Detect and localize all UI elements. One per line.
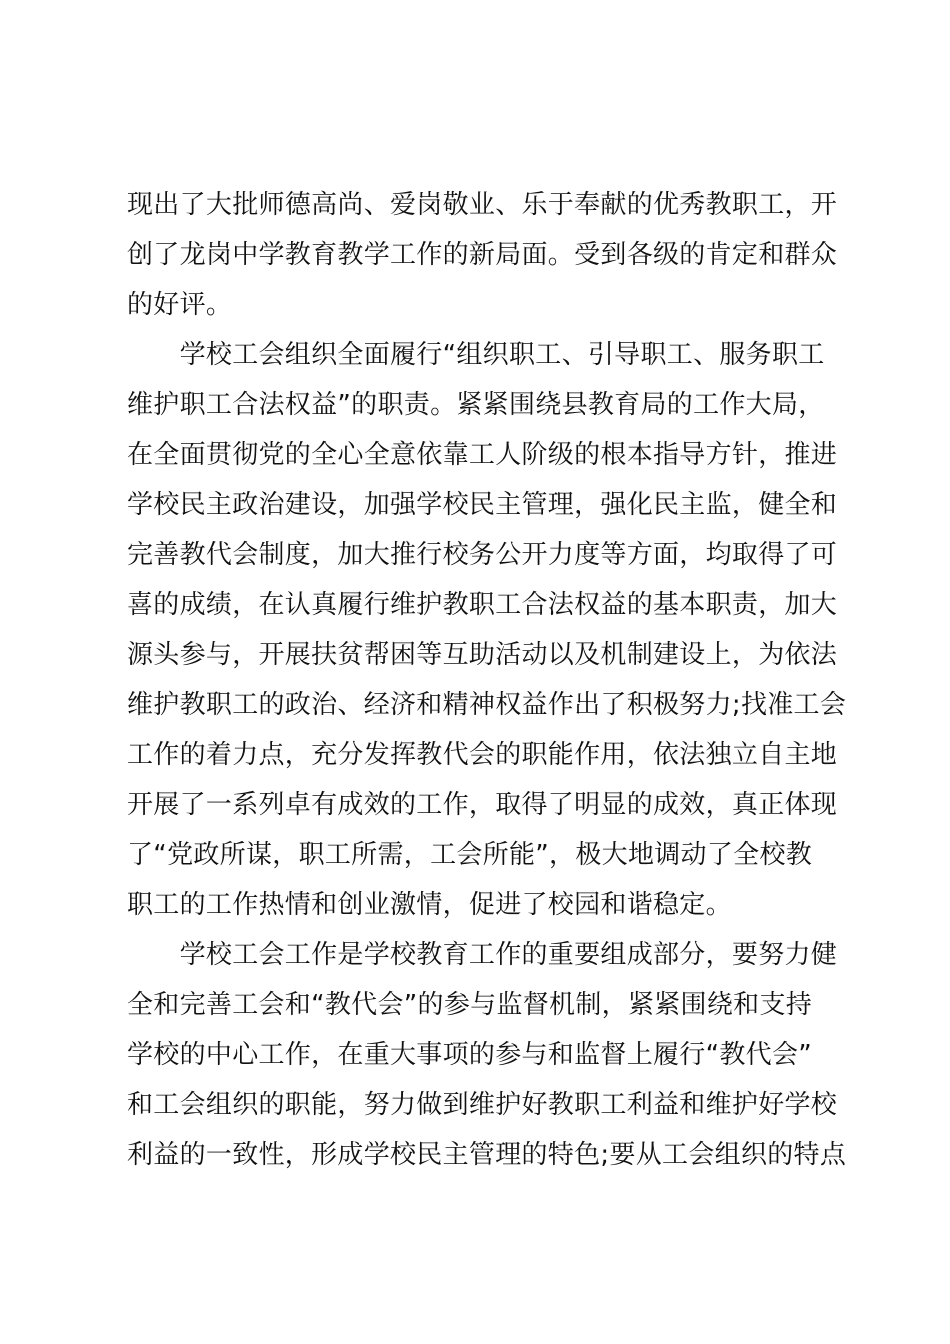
text-line: 学校的中心工作，在重大事项的参与和监督上履行“教代会”: [127, 1040, 813, 1070]
text-line: 维护教职工的政治、经济和精神权益作出了积极努力;找准工会: [127, 690, 847, 720]
paragraph-first-line: 学校工会工作是学校教育工作的重要组成部分，要努力健: [127, 940, 838, 970]
text-line: 开展了一系列卓有成效的工作，取得了明显的成效，真正体现: [127, 790, 838, 820]
text-line: 全和完善工会和“教代会”的参与监督机制，紧紧围绕和支持: [127, 990, 813, 1020]
text-line: 学校民主政治建设，加强学校民主管理，强化民主监，健全和: [127, 490, 838, 520]
text-line: 在全面贯彻党的全心全意依靠工人阶级的根本指导方针，推进: [127, 440, 838, 470]
text-line: 完善教代会制度，加大推行校务公开力度等方面，均取得了可: [127, 540, 838, 570]
text-line: 的好评。: [127, 290, 233, 320]
text-line: 创了龙岗中学教育教学工作的新局面。受到各级的肯定和群众: [127, 240, 838, 270]
text-line: 源头参与，开展扶贫帮困等互助活动以及机制建设上，为依法: [127, 640, 838, 670]
paragraph-first-line: 学校工会组织全面履行“组织职工、引导职工、服务职工: [127, 340, 825, 370]
text-line: 工作的着力点，充分发挥教代会的职能作用，依法独立自主地: [127, 740, 838, 770]
text-line: 利益的一致性，形成学校民主管理的特色;要从工会组织的特点: [127, 1140, 847, 1170]
text-line: 喜的成绩，在认真履行维护教职工合法权益的基本职责，加大: [127, 590, 838, 620]
text-line: 现出了大批师德高尚、爱岗敬业、乐于奉献的优秀教职工，开: [127, 190, 838, 220]
text-line: 维护职工合法权益”的职责。紧紧围绕县教育局的工作大局，: [127, 390, 825, 420]
text-line: 了“党政所谋，职工所需，工会所能”，极大地调动了全校教: [127, 840, 813, 870]
text-line: 和工会组织的职能，努力做到维护好教职工利益和维护好学校: [127, 1090, 838, 1120]
text-line: 职工的工作热情和创业激情，促进了校园和谐稳定。: [127, 890, 732, 920]
